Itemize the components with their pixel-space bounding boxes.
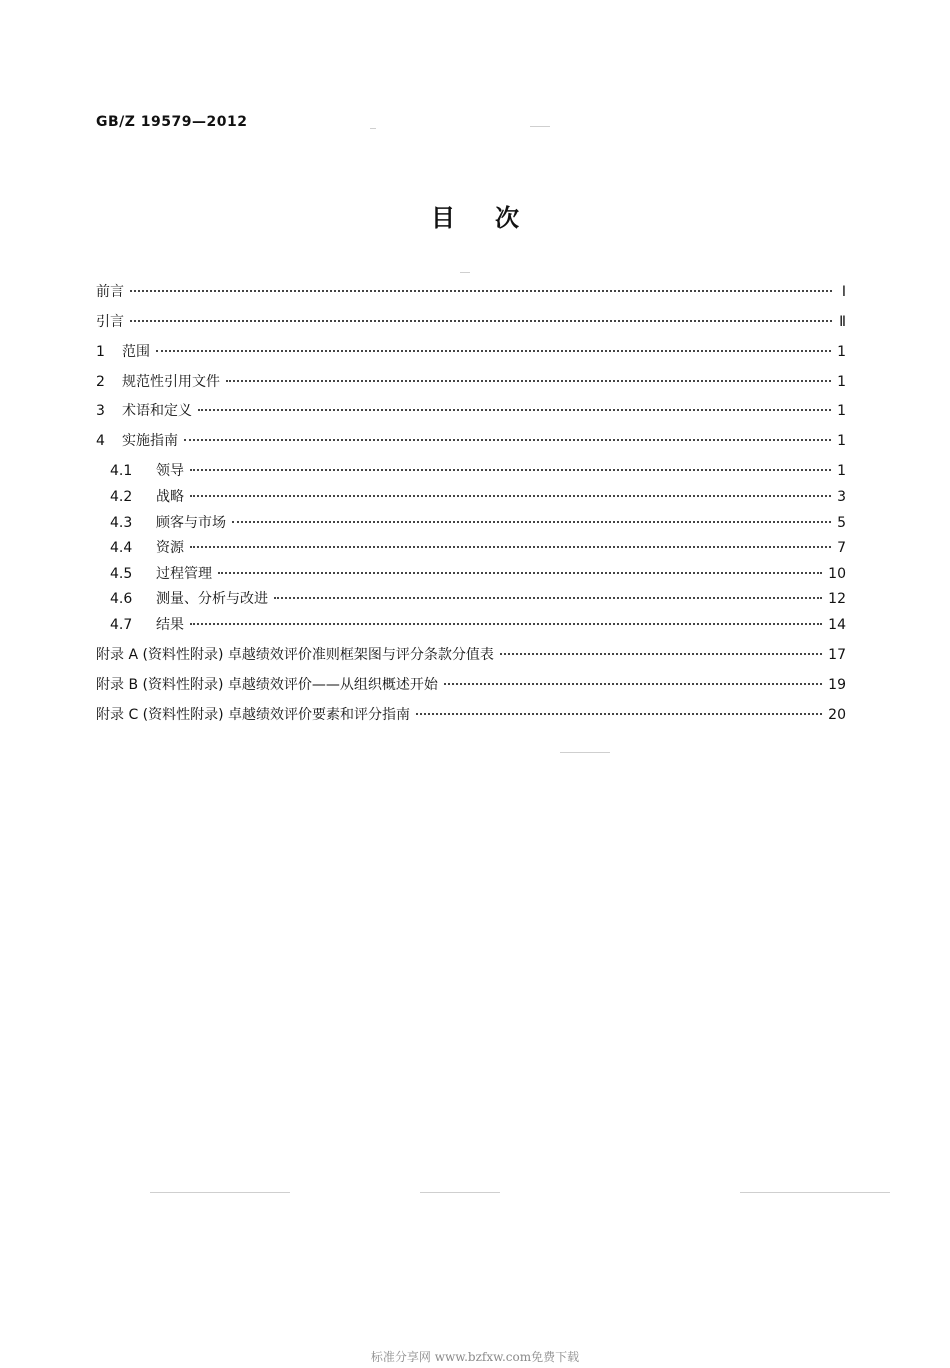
- toc-entry[interactable]: [110, 614, 846, 634]
- toc-dot-leader: [190, 495, 831, 497]
- toc-entry-number: 4: [96, 433, 105, 449]
- footer-watermark: 标准分享网 www.bzfxw.com免费下载: [370, 1350, 580, 1364]
- toc-entry-title: 领导: [156, 463, 184, 479]
- toc-dot-leader: [184, 439, 831, 441]
- toc-entry-number: 4.3: [110, 515, 133, 531]
- toc-entry-title: 规范性引用文件: [122, 374, 220, 390]
- toc-entry-page: 12: [828, 591, 846, 607]
- scan-speck: [740, 1192, 890, 1193]
- toc-entry-number: 4.4: [110, 540, 133, 556]
- toc-entry-page: 1: [837, 344, 846, 360]
- toc-entry-number: 1: [96, 344, 105, 360]
- toc-entry[interactable]: [110, 588, 846, 608]
- toc-dot-leader: [130, 320, 832, 322]
- toc-dot-leader: [156, 350, 831, 352]
- page-title: 目次: [431, 204, 559, 232]
- toc-entry-number: 4.5: [110, 566, 133, 582]
- toc-entry[interactable]: [96, 311, 846, 331]
- toc-entry[interactable]: [110, 537, 846, 557]
- toc-entry-title: 资源: [156, 540, 184, 556]
- scan-speck: [460, 272, 470, 273]
- toc-entry-title: 结果: [156, 617, 184, 633]
- toc-entry-page: 1: [837, 463, 846, 479]
- toc-entry-page: 19: [828, 677, 846, 693]
- toc-entry-title: 实施指南: [122, 433, 178, 449]
- toc-dot-leader: [198, 409, 831, 411]
- toc-entry-number: 4.1: [110, 463, 133, 479]
- standard-code: GB/Z 19579—2012: [96, 114, 248, 130]
- toc-entry-title: 战略: [156, 489, 184, 505]
- toc-entry-page: Ⅰ: [841, 284, 846, 300]
- toc-entry-number: 4.7: [110, 617, 133, 633]
- toc-entry-page: 3: [837, 489, 846, 505]
- toc-entry[interactable]: [96, 430, 846, 450]
- scan-speck: [530, 126, 550, 127]
- toc-entry-number: 3: [96, 403, 105, 419]
- toc-entry[interactable]: [110, 460, 846, 480]
- toc-entry-number: 2: [96, 374, 105, 390]
- toc-dot-leader: [218, 572, 822, 574]
- toc-entry[interactable]: [110, 563, 846, 583]
- scan-speck: [150, 1192, 290, 1193]
- toc-entry-page: 14: [828, 617, 846, 633]
- scan-speck: [560, 752, 610, 753]
- toc-dot-leader: [190, 623, 822, 625]
- toc-dot-leader: [444, 683, 822, 685]
- toc-entry-title: 引言: [96, 314, 124, 330]
- toc-entry-page: 10: [828, 566, 846, 582]
- toc-entry-page: 1: [837, 403, 846, 419]
- toc-entry-title: 附录 B (资料性附录) 卓越绩效评价——从组织概述开始: [96, 677, 438, 693]
- toc-entry[interactable]: [96, 400, 846, 420]
- toc-entry[interactable]: [110, 512, 846, 532]
- toc-entry-page: 1: [837, 374, 846, 390]
- toc-dot-leader: [190, 469, 831, 471]
- toc-entry-title: 顾客与市场: [156, 515, 226, 531]
- toc-entry-title: 过程管理: [156, 566, 212, 582]
- toc-entry[interactable]: [96, 674, 846, 694]
- toc-entry-title: 术语和定义: [122, 403, 192, 419]
- toc-entry-page: 20: [828, 707, 846, 723]
- toc-entry-title: 附录 A (资料性附录) 卓越绩效评价准则框架图与评分条款分值表: [96, 647, 494, 663]
- toc-entry[interactable]: [96, 281, 846, 301]
- toc-entry-title: 附录 C (资料性附录) 卓越绩效评价要素和评分指南: [96, 707, 411, 723]
- toc-dot-leader: [416, 713, 822, 715]
- toc-dot-leader: [190, 546, 831, 548]
- toc-entry-page: 1: [837, 433, 846, 449]
- toc-entry-page: 17: [828, 647, 846, 663]
- toc-entry-page: 7: [837, 540, 846, 556]
- toc-entry-page: 5: [837, 515, 846, 531]
- toc-entry[interactable]: [96, 341, 846, 361]
- toc-entry-number: 4.6: [110, 591, 133, 607]
- toc-entry-title: 测量、分析与改进: [156, 591, 268, 607]
- toc-entry[interactable]: [110, 486, 846, 506]
- toc-dot-leader: [500, 653, 822, 655]
- toc-dot-leader: [226, 380, 831, 382]
- scan-speck: [370, 128, 376, 129]
- toc-entry-title: 前言: [96, 284, 124, 300]
- toc-dot-leader: [274, 597, 822, 599]
- toc-dot-leader: [232, 521, 831, 523]
- toc-entry-title: 范围: [122, 344, 150, 360]
- toc-dot-leader: [130, 290, 832, 292]
- toc-entry[interactable]: [96, 371, 846, 391]
- toc-entry-number: 4.2: [110, 489, 133, 505]
- toc-entry[interactable]: [96, 644, 846, 664]
- toc-entry-page: Ⅱ: [839, 314, 846, 330]
- scan-speck: [420, 1192, 500, 1193]
- toc-entry[interactable]: [96, 704, 846, 724]
